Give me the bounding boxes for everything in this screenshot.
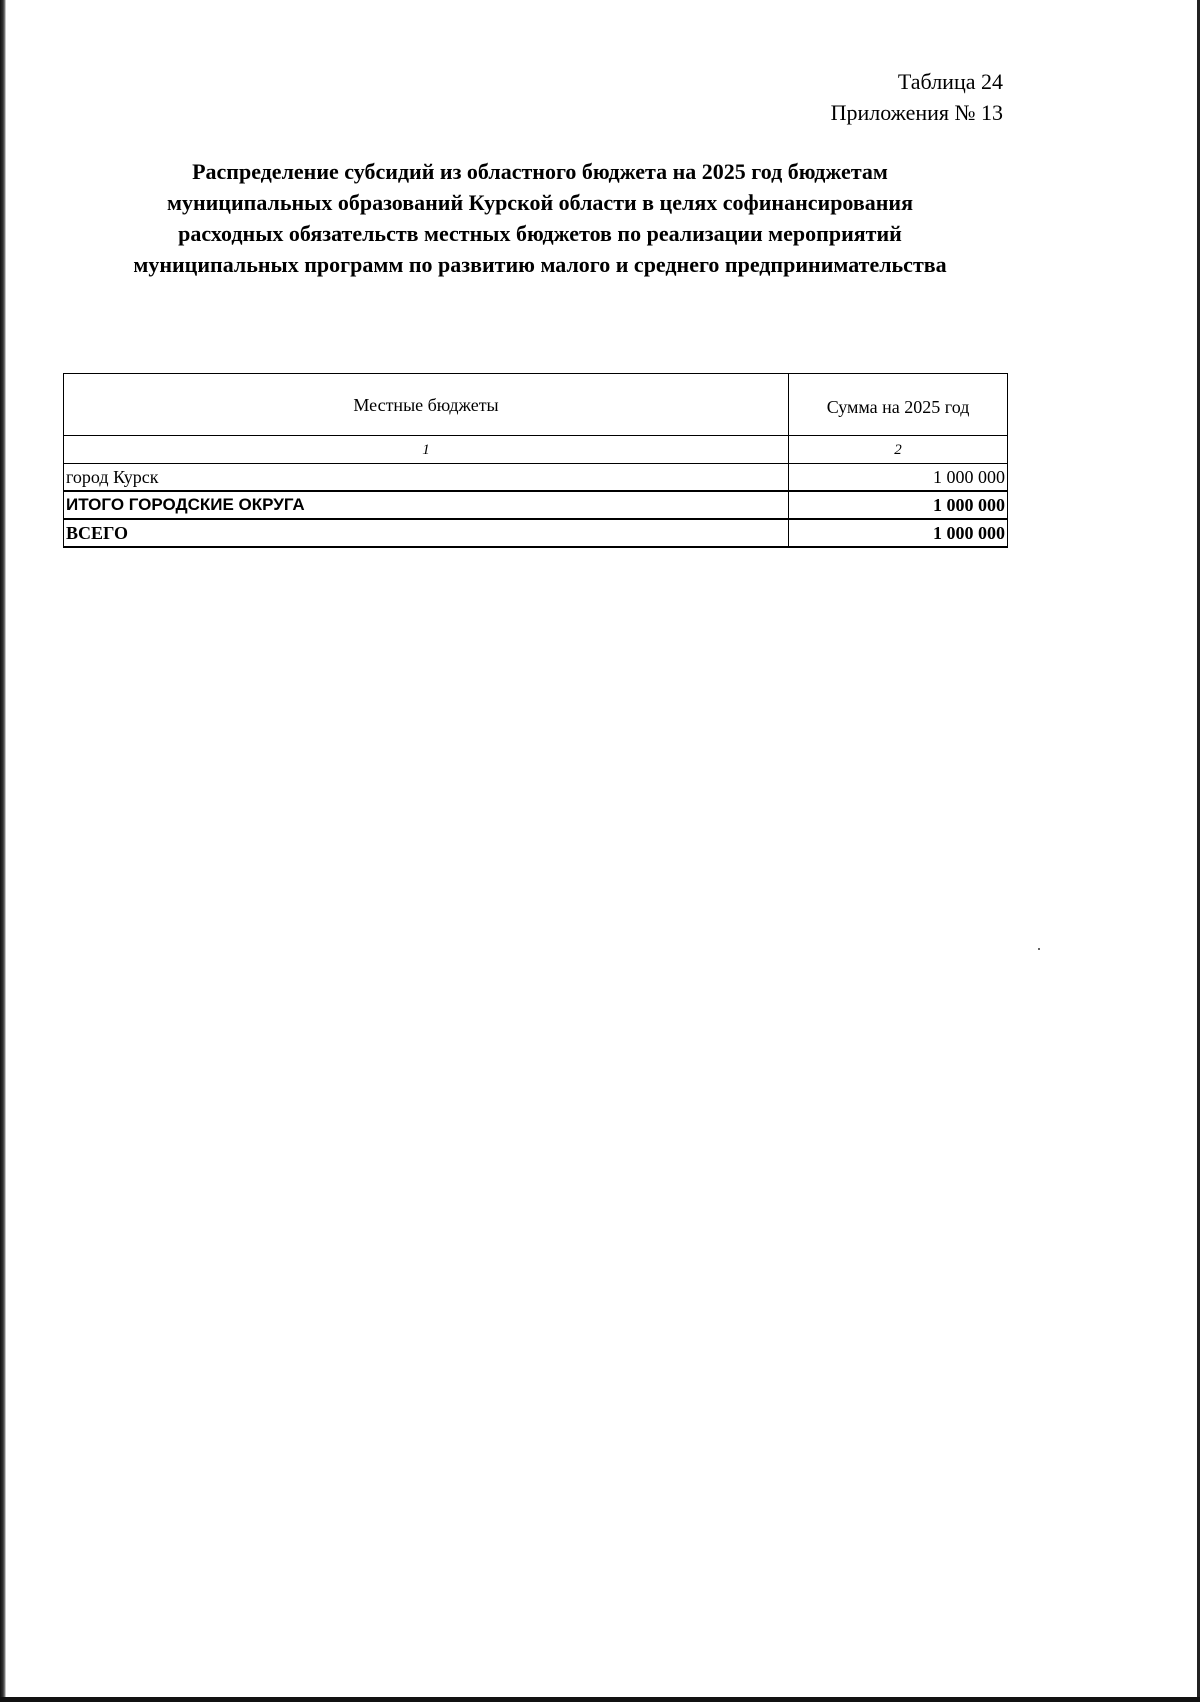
total-label: ВСЕГО xyxy=(64,519,789,547)
budget-amount: 1 000 000 xyxy=(789,464,1008,492)
document-title xyxy=(60,156,1020,280)
document-reference xyxy=(831,66,1003,128)
total-amount: 1 000 000 xyxy=(789,519,1008,547)
scan-edge-left xyxy=(0,0,6,1702)
table-header-row xyxy=(64,374,1008,436)
column-header-amount: Сумма на 2025 год xyxy=(789,374,1008,436)
subtotal-label: ИТОГО ГОРОДСКИЕ ОКРУГА xyxy=(64,491,789,519)
scan-edge-bottom xyxy=(0,1697,1200,1702)
subsidy-table xyxy=(63,373,1008,548)
title-line: муниципальных образований Курской области в целях софинансирования xyxy=(166,190,914,215)
table-reference: Таблица 24 xyxy=(897,69,1003,94)
appendix-reference: Приложения № 13 xyxy=(830,100,1003,125)
subtotal-amount: 1 000 000 xyxy=(789,491,1008,519)
title-line: Распределение субсидий из областного бюджета на 2025 год бюджетам xyxy=(192,159,888,184)
subtotal-row xyxy=(64,491,1008,519)
column-number: 2 xyxy=(789,436,1008,464)
column-number: 1 xyxy=(64,436,789,464)
column-header-local-budgets: Местные бюджеты xyxy=(64,374,789,436)
title-line: муниципальных программ по развитию малого и среднего предпринимательства xyxy=(133,252,947,277)
column-number-row xyxy=(64,436,1008,464)
table-row xyxy=(64,464,1008,492)
budget-name: город Курск xyxy=(64,464,789,492)
scan-speck xyxy=(1038,948,1040,950)
title-line: расходных обязательств местных бюджетов по реализации мероприятий xyxy=(178,221,902,246)
total-row xyxy=(64,519,1008,547)
